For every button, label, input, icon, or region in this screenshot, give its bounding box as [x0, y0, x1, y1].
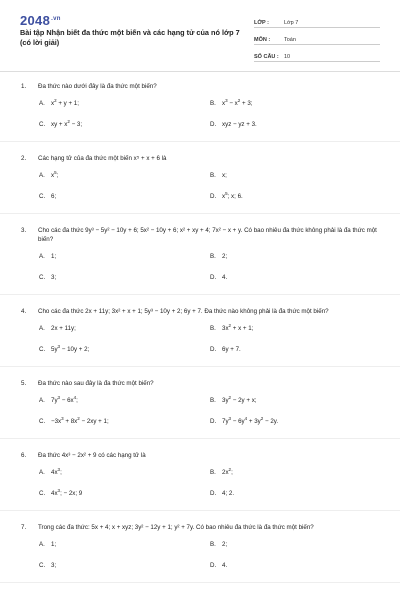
option-text: $7y^3 - 6y^4 + 3y^2 - 2y$. [222, 415, 279, 425]
question-item [0, 154, 400, 214]
option-label: A. [39, 325, 45, 332]
option-text: 1; [51, 253, 57, 260]
answer-option[interactable] [210, 171, 360, 180]
question-text: Trong các đa thức: 5x + 4; x + xyz; 3y² − 12y + 1; y² + 7y. Có bao nhiêu đa thức là đa thức một biến? [38, 524, 314, 531]
option-label: A. [39, 397, 45, 404]
answer-option[interactable] [210, 417, 360, 426]
option-label: D. [210, 121, 217, 128]
question-divider [0, 141, 400, 142]
option-label: D. [210, 274, 217, 281]
answer-options [39, 99, 400, 129]
question-number: 6. [21, 452, 27, 459]
answer-option[interactable] [39, 540, 210, 549]
logo-text: 2048 [20, 13, 51, 28]
question-divider [0, 294, 400, 295]
question-item [0, 523, 400, 583]
meta-key: LỚP : [254, 20, 269, 26]
question-divider [0, 438, 400, 439]
option-label: A. [39, 469, 45, 476]
question-item [0, 451, 400, 511]
option-text: 6y + 7. [222, 346, 241, 353]
question-item [0, 82, 400, 142]
question-number: 2. [21, 155, 27, 162]
option-label: C. [39, 121, 46, 128]
option-text: $4x^3$; − 2x; 9 [51, 487, 83, 497]
answer-option[interactable] [39, 345, 210, 354]
meta-table [254, 14, 380, 65]
answer-option[interactable] [210, 489, 360, 498]
answer-option[interactable] [39, 468, 210, 477]
option-text: 2x + 11y; [51, 325, 76, 332]
answer-option[interactable] [39, 171, 210, 180]
question-text: Cho các đa thức 2x + 11y; 3x² + x + 1; 5y³ − 10y + 2; 6y + 7. Đa thức nào không phải là đa thức một biến? [38, 308, 329, 315]
answer-option[interactable] [39, 561, 210, 570]
option-text: $5y^3 - 10y + 2$; [51, 343, 90, 353]
question-text: Các hạng tử của đa thức một biến x⁵ + x + 6 là [38, 155, 167, 162]
option-text: xy + $x^2 - 3$; [51, 118, 83, 128]
answer-option[interactable] [39, 252, 210, 261]
answer-options [39, 324, 400, 354]
option-label: D. [210, 562, 217, 569]
option-text: 2; [222, 541, 228, 548]
option-label: C. [39, 562, 46, 569]
option-text: 4. [222, 274, 228, 281]
option-label: A. [39, 100, 45, 107]
question-item [0, 379, 400, 439]
answer-option[interactable] [39, 396, 210, 405]
option-label: A. [39, 541, 45, 548]
option-label: C. [39, 490, 46, 497]
option-label: B. [210, 469, 216, 476]
meta-row-count [254, 48, 380, 62]
question-text: Đa thức 4x³ − 2x² + 9 có các hạng tử là [38, 452, 146, 459]
option-text: $4x^3$; [51, 466, 62, 476]
answer-options [39, 171, 400, 201]
question-number: 7. [21, 524, 27, 531]
question-item [0, 307, 400, 367]
question-divider [0, 366, 400, 367]
option-text: 1; [51, 541, 57, 548]
option-text: 4; 2. [222, 490, 235, 497]
question-number: 4. [21, 308, 27, 315]
option-label: C. [39, 418, 46, 425]
answer-options [39, 252, 400, 282]
answer-option[interactable] [210, 120, 360, 129]
answer-option[interactable] [210, 345, 360, 354]
answer-option[interactable] [210, 252, 360, 261]
option-label: D. [210, 346, 217, 353]
answer-option[interactable] [39, 120, 210, 129]
option-text: 3; [51, 274, 57, 281]
option-label: C. [39, 193, 46, 200]
answer-options [39, 396, 400, 426]
meta-row-subject [254, 31, 380, 45]
option-text: $3x^2 + x + 1$; [222, 322, 254, 332]
document-header [0, 0, 400, 58]
option-text: $7y^3 - 6x^4$; [51, 394, 78, 404]
meta-key: MÔN : [254, 37, 271, 43]
option-text: 6; [51, 193, 57, 200]
option-label: A. [39, 172, 45, 179]
answer-options [39, 468, 400, 498]
option-text: $x^3 - x^2 + 3$; [222, 97, 253, 107]
question-divider [0, 582, 400, 583]
answer-option[interactable] [210, 540, 360, 549]
question-text: Đa thức nào sau đây là đa thức một biến? [38, 380, 154, 387]
option-text: x; [222, 172, 227, 179]
answer-option[interactable] [39, 273, 210, 282]
meta-value: Lớp 7 [284, 20, 299, 26]
answer-option[interactable] [210, 192, 360, 201]
site-logo[interactable] [20, 13, 61, 28]
option-text: 2; [222, 253, 228, 260]
answer-option[interactable] [39, 99, 210, 108]
answer-option[interactable] [39, 324, 210, 333]
answer-option[interactable] [210, 324, 360, 333]
option-label: B. [210, 397, 216, 404]
answer-option[interactable] [39, 417, 210, 426]
option-text: $-3x^3 + 8x^2 - 2xy + 1$; [51, 415, 109, 425]
document-title: Bài tập Nhận biết đa thức một biến và các hạng tử của nó lớp 7 (có lời giải) [20, 28, 240, 47]
option-label: B. [210, 541, 216, 548]
option-label: A. [39, 253, 45, 260]
option-text: $x^5$; [51, 169, 59, 179]
answer-option[interactable] [210, 396, 360, 405]
answer-option[interactable] [39, 489, 210, 498]
answer-option[interactable] [210, 99, 360, 108]
option-text: $2x^2$; [222, 466, 233, 476]
option-text: 3; [51, 562, 57, 569]
option-text: $x^2 + y + 1$; [51, 97, 79, 107]
question-number: 1. [21, 83, 27, 90]
question-list [0, 76, 400, 583]
option-text: $3y^2 - 2y + x$; [222, 394, 257, 404]
option-label: B. [210, 172, 216, 179]
answer-option[interactable] [39, 192, 210, 201]
question-number: 5. [21, 380, 27, 387]
answer-options [39, 540, 400, 570]
question-divider [0, 510, 400, 511]
option-label: B. [210, 253, 216, 260]
option-label: C. [39, 346, 46, 353]
answer-option[interactable] [210, 468, 360, 477]
option-text: 4. [222, 562, 228, 569]
option-text: xyz − yz + 3. [222, 121, 257, 128]
option-label: D. [210, 490, 217, 497]
meta-value: Toán [284, 37, 296, 43]
option-label: B. [210, 325, 216, 332]
meta-row-class [254, 14, 380, 28]
header-divider [0, 71, 400, 72]
answer-option[interactable] [210, 561, 360, 570]
question-item [0, 226, 400, 295]
question-number: 3. [21, 227, 27, 234]
question-divider [0, 213, 400, 214]
option-label: D. [210, 193, 217, 200]
option-label: B. [210, 100, 216, 107]
meta-key: SỐ CÂU : [254, 54, 279, 60]
logo-suffix: .vn [51, 15, 61, 22]
question-text: Đa thức nào dưới đây là đa thức một biến? [38, 83, 157, 90]
meta-value: 10 [284, 54, 291, 60]
answer-option[interactable] [210, 273, 360, 282]
option-text: $x^5$; x; 6. [222, 190, 243, 200]
option-label: C. [39, 274, 46, 281]
question-text: Cho các đa thức 9y³ − 5y² − 10y + 6; 5x² − 10y + 6; x² + xy + 4; 7x² − x + y. Có bao nhiêu đa thức không phải là đa thức một biến? [38, 227, 377, 243]
option-label: D. [210, 418, 217, 425]
